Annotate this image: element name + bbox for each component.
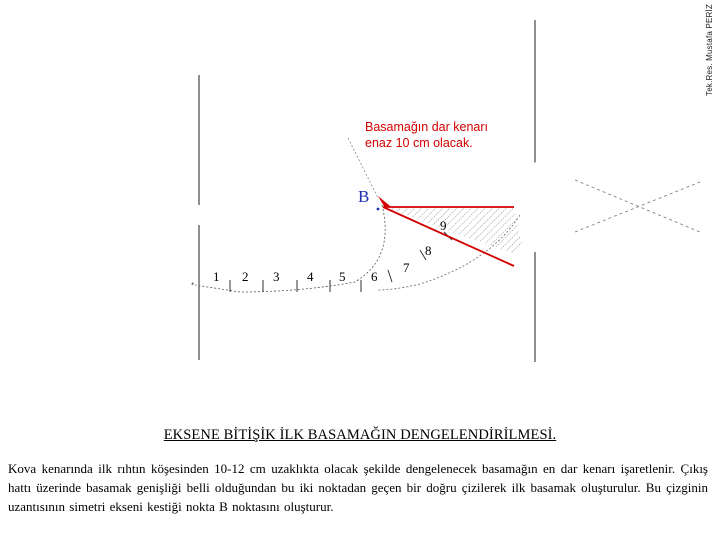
step-number-2: 2 [242, 269, 249, 284]
step-number-5: 5 [339, 269, 346, 284]
annotation-line-1: Basamağın dar kenarı [365, 120, 488, 134]
step-number-9: 9 [440, 218, 447, 233]
step-number-3: 3 [273, 269, 280, 284]
arrow-head [378, 196, 390, 208]
point-b-label: B [358, 187, 370, 206]
step-number-1: 1 [213, 269, 220, 284]
step-number-7: 7 [403, 260, 410, 275]
step-number-6: 6 [371, 269, 378, 284]
step-number-4: 4 [307, 269, 314, 284]
author-credit: Tek.Res. Mustafa PERİZ [705, 4, 714, 96]
point-b-marker [377, 208, 380, 211]
annotation-line-2: enaz 10 cm olacak. [365, 136, 473, 150]
hatched-step-region [382, 207, 522, 254]
inner-curve-dashed [195, 205, 385, 292]
description-paragraph: Kova kenarında ilk rıhtın köşesinden 10-12 cm uzaklıkta olacak şekilde dengelenecek basamağın en dar kenarı işaretlenir. Çıkış hattı üzerinde basamak genişliği belli olduğundan bu iki noktadan geçen bir doğru çizilerek ilk basamak oluşturulur. Bu çizginin uzantısının simetri ekseni kestiği nokta B noktasını oluşturur. [8, 461, 708, 514]
step-number-8: 8 [425, 243, 432, 258]
section-title: EKSENE BİTİŞİK İLK BASAMAĞIN DENGELENDİRİLMESİ. [163, 427, 557, 443]
tick-label-small: • [191, 279, 195, 289]
